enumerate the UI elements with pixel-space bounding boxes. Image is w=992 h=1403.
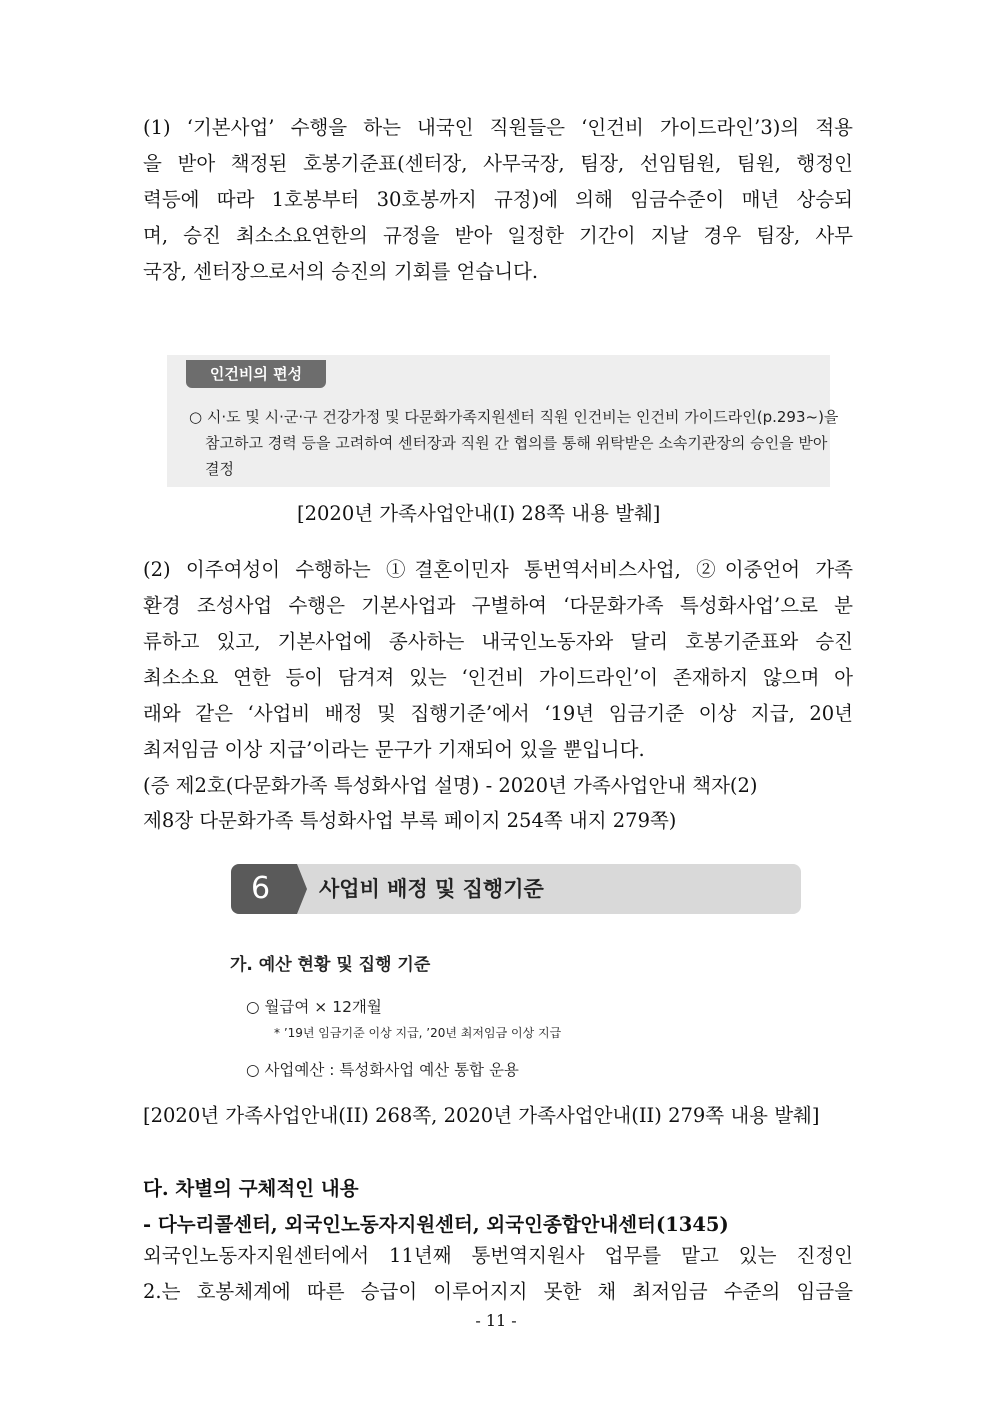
excerpt-box-personnel-cost	[167, 355, 839, 487]
paragraph-line: (2) 이주여성이 수행하는 ①결혼이민자 통번역서비스사업, ②이중언어 가족	[143, 558, 853, 581]
section-arrow-icon	[297, 864, 307, 914]
excerpt-caption-1: [2020년 가족사업안내(I) 28쪽 내용 발췌]	[297, 502, 661, 525]
paragraph-line: 외국인노동자지원센터에서 11년째 통번역지원사 업무를 맡고 있는 진정인	[143, 1244, 853, 1267]
section-title: 사업비 배정 및 집행기준	[319, 877, 544, 901]
paragraph-line: 며, 승진 최소소요연한의 규정을 받아 일정한 기간이 지날 경우 팀장, 사무	[143, 224, 853, 247]
paragraph-line: 환경 조성사업 수행은 기본사업과 구별하여 ‘다문화가족 특성화사업’으로 분	[143, 594, 853, 617]
excerpt-line: 참고하고 경력 등을 고려하여 센터장과 직원 간 협의를 통해 위탁받은 소속기관장의 승인을 받아	[205, 434, 828, 452]
paragraph-line: 래와 같은 ‘사업비 배정 및 집행기준’에서 ‘19년 임금기준 이상 지급, 20년	[143, 702, 853, 725]
section-6-header	[231, 864, 801, 914]
paragraph-1	[143, 110, 853, 290]
section-number: 6	[231, 864, 297, 914]
paragraph-line: 2.는 호봉체계에 따른 승급이 이루어지지 못한 채 최저임금 수준의 임금을	[143, 1280, 853, 1303]
paragraph-line: 최저임금 이상 지급’이라는 문구가 기재되어 있을 뿐입니다.	[143, 738, 645, 761]
paragraph-line: 최소소요 연한 등이 담겨져 있는 ‘인건비 가이드라인’이 존재하지 않으며 아	[143, 666, 853, 689]
excerpt-line: 결정	[205, 460, 234, 478]
budget-item-project: ○ 사업예산 : 특성화사업 예산 통합 운용	[246, 1061, 519, 1079]
excerpt-line: ○ 시·도 및 시·군·구 건강가정 및 다문화가족지원센터 직원 인건비는 인건비 가이드라인(p.293~)을	[189, 408, 839, 426]
budget-heading: 가. 예산 현황 및 집행 기준	[230, 955, 431, 975]
budget-note: * ’19년 임금기준 이상 지급, ’20년 최저임금 이상 지급	[274, 1026, 562, 1040]
page-number: - 11 -	[475, 1311, 517, 1330]
paragraph-line: 류하고 있고, 기본사업에 종사하는 내국인노동자와 달리 호봉기준표와 승진	[143, 630, 853, 653]
paragraph-line: (1) ‘기본사업’ 수행을 하는 내국인 직원들은 ‘인건비 가이드라인’3)의 적용	[143, 116, 853, 139]
section-subheading: - 다누리콜센터, 외국인노동자지원센터, 외국인종합안내센터(1345)	[143, 1213, 729, 1236]
paragraph-line: 국장, 센터장으로서의 승진의 기회를 얻습니다.	[143, 260, 539, 283]
budget-item-salary: ○ 월급여 × 12개월	[246, 998, 382, 1016]
excerpt-box-body	[189, 404, 839, 482]
paragraph-line: 력등에 따라 1호봉부터 30호봉까지 규정)에 의해 임금수준이 매년 상승되	[143, 188, 853, 211]
excerpt-caption-2: [2020년 가족사업안내(II) 268쪽, 2020년 가족사업안내(II) 279쪽 내용 발췌]	[143, 1104, 820, 1127]
paragraph-2	[143, 552, 853, 838]
excerpt-box-tag: 인건비의 편성	[186, 360, 326, 388]
evidence-note-line: (증 제2호(다문화가족 특성화사업 설명) - 2020년 가족사업안내 책자(2)	[143, 774, 758, 797]
paragraph-3	[143, 1238, 853, 1310]
section-heading-da: 다. 차별의 구체적인 내용	[143, 1177, 359, 1200]
paragraph-line: 을 받아 책정된 호봉기준표(센터장, 사무국장, 팀장, 선임팀원, 팀원, 행정인	[143, 152, 853, 175]
evidence-note-line: 제8장 다문화가족 특성화사업 부록 페이지 254쪽 내지 279쪽)	[143, 809, 677, 832]
